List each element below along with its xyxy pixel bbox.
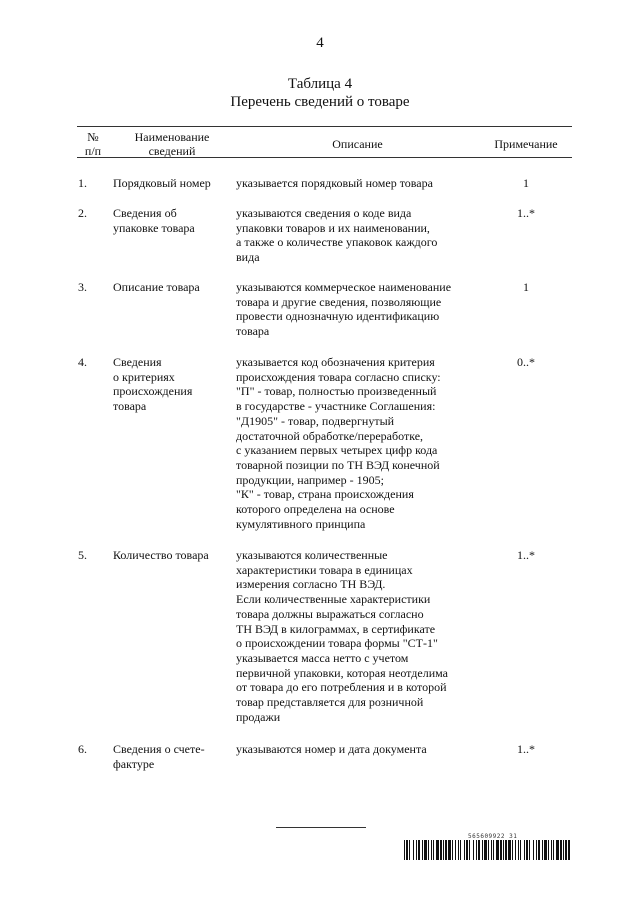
row-desc-line: указывается порядковый номер товара [236,176,433,190]
barcode-bar [496,840,499,860]
row-num: 5. [78,548,87,562]
row-name-line: о критериях [113,369,175,384]
row-desc-line: провести однозначную идентификацию [236,309,440,324]
barcode-bar [503,840,504,860]
barcode-bar [418,840,420,860]
barcode-bar [473,840,474,860]
barcode-bar [488,840,489,860]
header-note: Примечание [494,137,558,151]
row-name-line: Количество товара [113,548,209,562]
header-bottom-rule [77,157,572,158]
row-desc-line: о происхождении товара формы "СТ-1" [236,636,438,651]
header-num-line1: № [87,130,99,144]
barcode-bar [505,840,507,860]
row-desc-line: указываются номер и дата документа [236,742,427,756]
barcode-bar [508,840,511,860]
barcode-bar [544,840,547,860]
barcode-bar [460,840,461,860]
barcode-bar [428,840,429,860]
row-name-line: происхождения [113,384,193,399]
barcode-bar [565,840,567,860]
row-desc-line: товара должны выражаться согласно [236,606,424,621]
barcode-bar [529,840,530,860]
barcode-bar [556,840,559,860]
barcode-bar [551,840,552,860]
row-name-line: Сведения [113,355,162,369]
row-name-line: упаковке товара [113,220,195,235]
row-note: 1..* [517,742,535,756]
row-desc-line: упаковки товаров и их наименовании, [236,220,430,235]
row-desc-line: измерения согласно ТН ВЭД. [236,577,386,592]
barcode-bar [553,840,554,860]
row-desc-line: продукции, например - 1905; [236,472,384,487]
row-name [113,280,231,295]
barcode-bar [515,840,516,860]
barcode-bar [512,840,513,860]
barcode-icon [404,840,570,860]
row-desc-line: характеристики товара в единицах [236,562,413,577]
barcode-bar [520,840,521,860]
row-desc-line: указываются количественные [236,548,388,562]
barcode-bar [445,840,447,860]
row-desc-line: указываются коммерческое наименование [236,280,452,294]
row-desc [236,176,476,191]
barcode-bar [433,840,434,860]
barcode-bar [422,840,423,860]
row-desc [236,742,476,757]
row-note: 1..* [517,206,535,220]
row-desc [236,548,476,724]
row-desc-line: кумулятивного принципа [236,516,366,531]
barcode-bar [493,840,494,860]
header-num [77,130,109,158]
row-num: 1. [78,176,87,190]
signature-rule [276,827,366,828]
row-desc-line: Если количественные характеристики [236,592,431,607]
barcode-bar [476,840,477,860]
barcode-bar [568,840,570,860]
row-name-line: фактуре [113,756,155,771]
row-desc-line: первичной упаковки, которая неотделима [236,665,448,680]
barcode-bar [518,840,519,860]
row-note: 1 [523,280,529,294]
table-label: Таблица 4 [287,76,353,92]
barcode-bar [524,840,525,860]
barcode-bar [404,840,405,860]
page-number: 4 [316,35,324,51]
barcode-bar [406,840,408,860]
barcode-bar [542,840,543,860]
row-name [113,176,231,191]
row-note: 0..* [517,355,535,369]
row-desc-line: "К" - товар, страна происхождения [236,487,414,502]
barcode-bar [482,840,483,860]
barcode-bar [431,840,432,860]
barcode-bar [413,840,414,860]
row-desc-line: товарной позиции по ТН ВЭД конечной [236,457,440,472]
barcode-bar [536,840,537,860]
row-desc-line: а также о количестве упаковок каждого [236,235,438,250]
table-title: Перечень сведений о товаре [230,94,410,110]
header-name [109,130,235,158]
row-name [113,742,231,771]
row-name-line: Порядковый номер [113,176,211,190]
row-desc-line: вида [236,250,260,265]
barcode-bar [424,840,427,860]
barcode-bar [469,840,470,860]
barcode-bar [538,840,540,860]
row-desc [236,280,476,339]
row-note: 1 [523,176,529,190]
barcode-bar [491,840,492,860]
barcode-bar [458,840,459,860]
barcode-bar [464,840,465,860]
row-desc-line: товара и другие сведения, позволяющие [236,294,442,309]
row-note: 1..* [517,548,535,562]
barcode-bar [448,840,451,860]
barcode-bar [548,840,549,860]
barcode-bar [563,840,564,860]
row-desc-line: ТН ВЭД в килограммах, в сертификате [236,621,436,636]
row-desc-line: "Д1905" - товар, подвергнутый [236,413,395,428]
header-num-line2: п/п [84,144,102,158]
barcode-bar [500,840,502,860]
row-name-line: товара [113,399,147,414]
row-num: 3. [78,280,87,294]
row-desc-line: товар представляется для розничной [236,695,424,710]
row-desc-line: указывается масса нетто с учетом [236,650,409,665]
barcode-bar [560,840,562,860]
barcode-bar [455,840,456,860]
barcode-number: 565609922 31 [468,833,518,840]
header-desc: Описание [332,137,383,151]
row-desc-line: продажи [236,709,281,724]
barcode-bar [416,840,417,860]
row-name [113,355,231,414]
header-name-line2: сведений [148,144,196,158]
barcode-bar [466,840,468,860]
row-desc-line: достаточной обработке/переработке, [236,428,424,443]
barcode-bar [478,840,480,860]
row-desc-line: происхождения товара согласно списку: [236,369,441,384]
row-name-line: Сведения о счете- [113,742,205,756]
row-name [113,206,231,235]
row-name-line: Сведения об [113,206,177,220]
row-num: 2. [78,206,87,220]
header-name-line1: Наименование [134,130,210,144]
row-name [113,548,231,563]
barcode-bar [409,840,410,860]
barcode-bar [526,840,528,860]
row-num: 4. [78,355,87,369]
row-name-line: Описание товара [113,280,200,294]
row-desc [236,355,476,531]
row-desc-line: товара [236,324,270,339]
barcode-bar [452,840,453,860]
row-desc-line: в государстве - участнике Соглашения: [236,399,436,414]
barcode-bar [443,840,444,860]
barcode-bar [533,840,534,860]
row-num: 6. [78,742,87,756]
row-desc [236,206,476,265]
row-desc-line: указывается код обозначения критерия [236,355,435,369]
row-desc-line: "П" - товар, полностью произведенный [236,384,437,399]
table-top-rule [77,126,572,127]
barcode-bar [440,840,442,860]
row-desc-line: от товара до его потребления и в которой [236,680,447,695]
barcode-bar [436,840,439,860]
row-desc-line: с указанием первых четырех цифр кода [236,443,438,458]
row-desc-line: которого определена на основе [236,502,395,517]
barcode-bar [484,840,487,860]
row-desc-line: указываются сведения о коде вида [236,206,412,220]
